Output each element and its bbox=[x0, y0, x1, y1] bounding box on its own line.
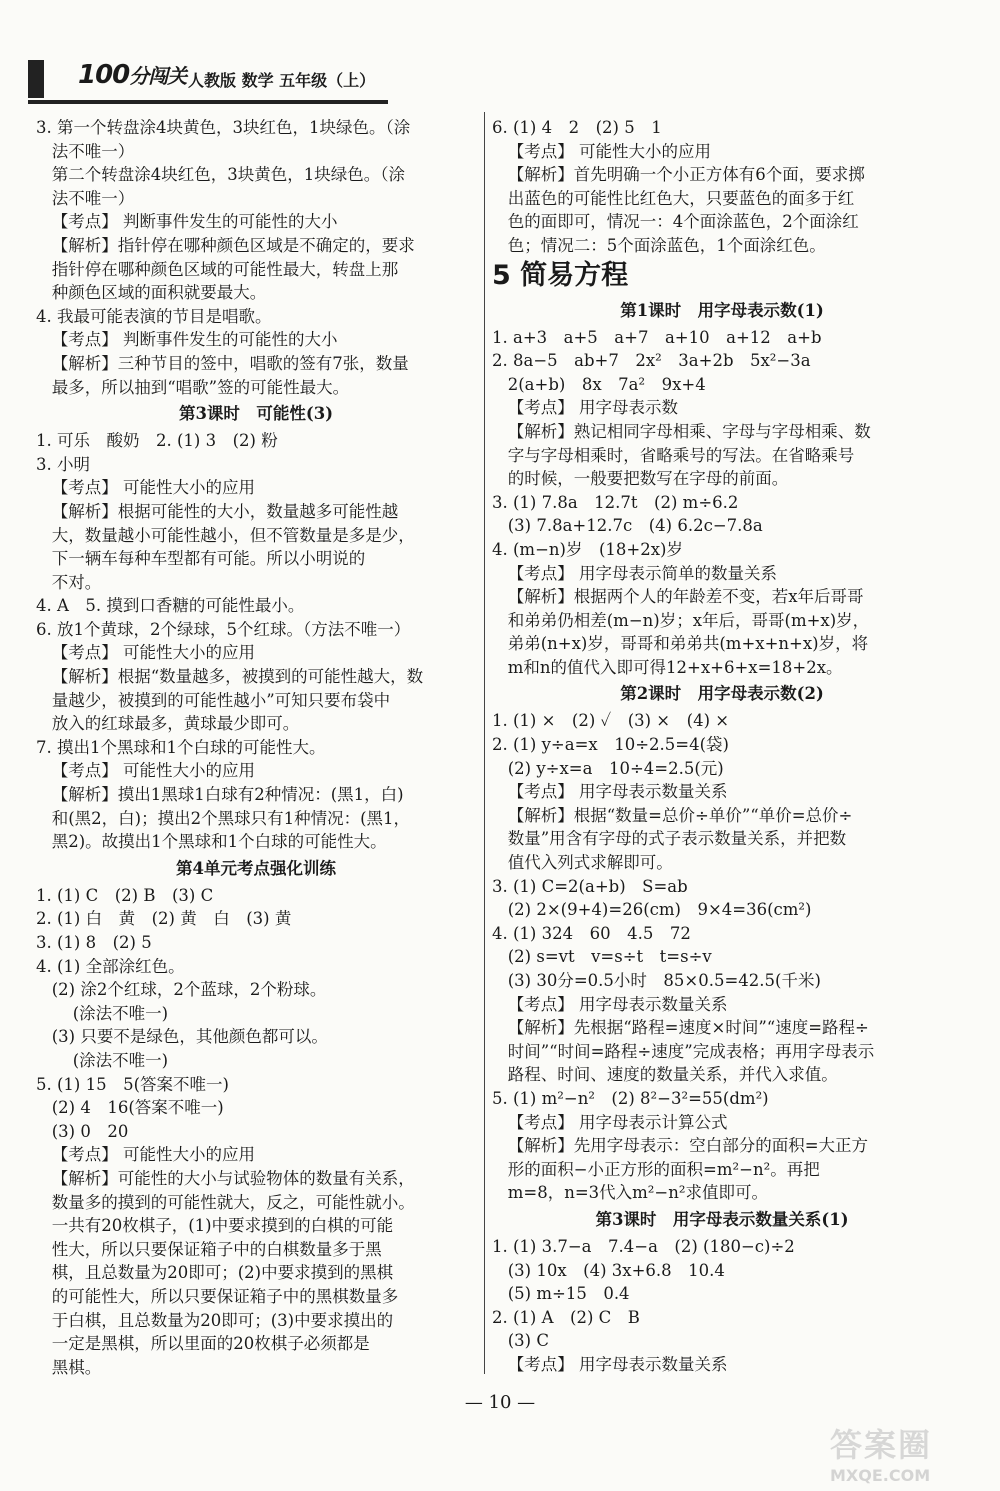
text-line: (涂法不唯一) bbox=[36, 1003, 169, 1023]
text-line: 【考点】 可能性大小的应用 bbox=[36, 478, 255, 498]
chapter-title: 5 简易方程 bbox=[492, 259, 629, 291]
text-line: (5) m÷15 0.4 bbox=[492, 1284, 630, 1304]
text-line: 3. (1) 7.8a 12.7t (2) m÷6.2 bbox=[492, 492, 739, 512]
text-line: 4. 我最可能表演的节目是唱歌。 bbox=[36, 306, 272, 326]
page-header bbox=[28, 58, 388, 100]
text-line: (2) 涂2个红球，2个蓝球，2个粉球。 bbox=[36, 980, 327, 1000]
text-line: 1. (1) 3.7−a 7.4−a (2) (180−c)÷2 bbox=[492, 1236, 795, 1256]
text-line: 2(a+b) 8x 7a² 9x+4 bbox=[492, 374, 706, 394]
text-line: (3) 10x (4) 3x+6.8 10.4 bbox=[492, 1260, 725, 1280]
right-column bbox=[492, 116, 952, 1377]
text-line: 和(黑2，白)；摸出2个黑球只有1种情况：(黑1， bbox=[36, 808, 411, 828]
text-line: 1. (1) C (2) B (3) C bbox=[36, 885, 214, 905]
text-line: 【考点】 用字母表示数量关系 bbox=[492, 994, 728, 1014]
text-line: 值代入列式求解即可。 bbox=[492, 853, 673, 873]
text-line: 色；情况二：5个面涂蓝色，1个面涂红色。 bbox=[492, 235, 826, 255]
series-logo: 100分闯关 bbox=[78, 60, 187, 90]
text-line: 【考点】 判断事件发生的可能性的大小 bbox=[36, 330, 338, 350]
text-line: 3. (1) C=2(a+b) S=ab bbox=[492, 876, 688, 896]
text-line: 【解析】根据两个人的年龄差不变，若x年后哥哥 bbox=[492, 587, 864, 607]
text-line: 7. 摸出1个黑球和1个白球的可能性大。 bbox=[36, 737, 326, 757]
text-line: 一定是黑棋，所以里面的20枚棋子必须都是 bbox=[36, 1334, 370, 1354]
text-line: 【解析】指针停在哪种颜色区域是不确定的，要求 bbox=[36, 235, 415, 255]
text-line: 形的面积−小正方形的面积=m²−n²。再把 bbox=[492, 1159, 820, 1179]
section-heading: 第1课时 用字母表示数(1) bbox=[620, 300, 824, 320]
text-line: 1. (1) × (2) ✓ (3) × (4) × bbox=[492, 711, 730, 731]
text-line: 【解析】先根据“路程=速度×时间”“速度=路程÷ bbox=[492, 1018, 869, 1038]
text-line: (2) y÷x=a 10÷4=2.5(元) bbox=[492, 758, 724, 778]
text-line: 【考点】 可能性大小的应用 bbox=[36, 643, 255, 663]
header-bar-mark bbox=[28, 60, 44, 98]
text-line: 【考点】 用字母表示计算公式 bbox=[492, 1112, 728, 1132]
text-line: 时间”“时间=路程÷速度”完成表格；再用字母表示 bbox=[492, 1041, 875, 1061]
text-line: 最多，所以抽到“唱歌”签的可能性最大。 bbox=[36, 377, 350, 397]
text-line: 【考点】 用字母表示数 bbox=[492, 398, 678, 418]
book-info: 人教版 数学 五年级（上） bbox=[188, 71, 376, 90]
text-line: 弟弟(n+x)岁，哥哥和弟弟共(m+x+n+x)岁，将 bbox=[492, 634, 869, 654]
text-line: 黑棋。 bbox=[36, 1357, 102, 1377]
text-line: 2. (1) 白 黄 (2) 黄 白 (3) 黄 bbox=[36, 909, 292, 929]
text-line: (涂法不唯一) bbox=[36, 1050, 169, 1070]
left-column bbox=[36, 116, 476, 1379]
watermark bbox=[830, 1420, 998, 1490]
header-rule bbox=[28, 100, 388, 104]
column-divider bbox=[484, 112, 485, 1374]
text-line: (2) s=vt v=s÷t t=s÷v bbox=[492, 947, 712, 967]
text-line: 【解析】根据“数量=总价÷单价”“单价=总价÷ bbox=[492, 805, 853, 825]
text-line: 种颜色区域的面积就要最大。 bbox=[36, 283, 267, 303]
text-line: 4. A 5. 摸到口香糖的可能性最小。 bbox=[36, 596, 305, 616]
text-line: 1. a+3 a+5 a+7 a+10 a+12 a+b bbox=[492, 327, 822, 347]
text-line: 【考点】 用字母表示数量关系 bbox=[492, 1354, 728, 1374]
text-line: 【考点】 用字母表示数量关系 bbox=[492, 782, 728, 802]
text-line: m=8，n=3代入m²−n²求值即可。 bbox=[492, 1183, 768, 1203]
text-line: 【解析】三种节目的签中，唱歌的签有7张，数量 bbox=[36, 353, 409, 373]
section-heading: 第2课时 用字母表示数(2) bbox=[620, 684, 824, 704]
text-line: 量越少，被摸到的可能性越小”可知只要布袋中 bbox=[36, 690, 391, 710]
text-line: 和弟弟仍相差(m−n)岁；x年后，哥哥(m+x)岁， bbox=[492, 610, 870, 630]
text-line: 的时候，一般要把数写在字母的前面。 bbox=[492, 469, 789, 489]
text-line: 6. (1) 4 2 (2) 5 1 bbox=[492, 118, 662, 137]
text-line: (3) C bbox=[492, 1331, 549, 1351]
text-line: 【考点】 可能性大小的应用 bbox=[36, 1145, 255, 1165]
text-line: 【解析】根据“数量越多，被摸到的可能性越大，数 bbox=[36, 667, 424, 687]
text-line: 4. (1) 324 60 4.5 72 bbox=[492, 923, 691, 943]
text-line: 数量”用含有字母的式子表示数量关系，并把数 bbox=[492, 829, 847, 849]
text-line: m和n的值代入即可得12+x+6+x=18+2x。 bbox=[492, 657, 843, 677]
text-line: 下一辆车每种车型都有可能。所以小明说的 bbox=[36, 549, 366, 569]
text-line: 棋，且总数量为20即可；(2)中要求摸到的黑棋 bbox=[36, 1263, 394, 1283]
text-line: 指针停在哪种颜色区域的可能性最大，转盘上那 bbox=[36, 259, 399, 279]
text-line: 出蓝色的可能性比红色大，只要蓝色的面多于红 bbox=[492, 188, 855, 208]
text-line: 路程、时间、速度的数量关系，并代入求值。 bbox=[492, 1065, 838, 1085]
text-line: 1. 可乐 酸奶 2. (1) 3 (2) 粉 bbox=[36, 431, 278, 451]
text-line: 【解析】首先明确一个小正方体有6个面，要求掷 bbox=[492, 165, 865, 185]
text-line: 3. (1) 8 (2) 5 bbox=[36, 933, 152, 952]
text-line: 性大，所以只要保证箱子中的白棋数量多于黑 bbox=[36, 1239, 382, 1259]
page-number: — 10 — bbox=[464, 1392, 536, 1413]
text-line: 4. (1) 全部涂红色。 bbox=[36, 956, 185, 976]
text-line: (2) 2×(9+4)=26(cm) 9×4=36(cm²) bbox=[492, 900, 812, 920]
text-line: (3) 0 20 bbox=[36, 1121, 129, 1141]
text-line: 法不唯一） bbox=[36, 141, 135, 161]
text-line: 的可能性大，所以只要保证箱子中的黑棋数量多 bbox=[36, 1286, 399, 1306]
text-line: 2. (1) A (2) C B bbox=[492, 1307, 640, 1327]
section-heading: 第3课时 用字母表示数量关系(1) bbox=[595, 1209, 849, 1229]
text-line: 【解析】先用字母表示：空白部分的面积=大正方 bbox=[492, 1136, 869, 1156]
text-line: 2. (1) y÷a=x 10÷2.5=4(袋) bbox=[492, 735, 729, 755]
text-line: 法不唯一） bbox=[36, 188, 135, 208]
text-line: (3) 只要不是绿色，其他颜色都可以。 bbox=[36, 1027, 328, 1047]
text-line: 大，数量越小可能性越小，但不管数量是多是少， bbox=[36, 525, 415, 545]
text-line: 不对。 bbox=[36, 572, 102, 592]
text-line: 【解析】可能性的大小与试验物体的数量有关系， bbox=[36, 1168, 415, 1188]
watermark-url: MXQE.COM bbox=[830, 1466, 931, 1485]
watermark-logo: 答案圈 bbox=[830, 1426, 933, 1464]
text-line: 4. (m−n)岁 (18+2x)岁 bbox=[492, 539, 683, 559]
text-line: (3) 30分=0.5小时 85×0.5=42.5(千米) bbox=[492, 971, 821, 990]
text-line: (3) 7.8a+12.7c (4) 6.2c−7.8a bbox=[492, 516, 763, 536]
section-heading: 第4单元考点强化训练 bbox=[176, 858, 336, 878]
text-line: 数量多的摸到的可能性就大，反之，可能性就小。 bbox=[36, 1192, 415, 1212]
text-line: 放入的红球最多，黄球最少即可。 bbox=[36, 714, 300, 734]
text-line: 一共有20枚棋子，(1)中要求摸到的白棋的可能 bbox=[36, 1216, 394, 1236]
text-line: 色的面即可，情况一：4个面涂蓝色，2个面涂红 bbox=[492, 212, 859, 232]
text-line: 于白棋，且总数量为20即可；(3)中要求摸出的 bbox=[36, 1310, 394, 1330]
text-line: 字与字母相乘时，省略乘号的写法。在省略乘号 bbox=[492, 445, 855, 465]
text-line: 【解析】熟记相同字母相乘、字母与字母相乘、数 bbox=[492, 421, 871, 441]
text-line: 黑2)。故摸出1个黑球和1个白球的可能性大。 bbox=[36, 832, 387, 852]
text-line: 【考点】 判断事件发生的可能性的大小 bbox=[36, 212, 338, 232]
text-line: 【考点】 用字母表示简单的数量关系 bbox=[492, 563, 777, 583]
text-line: 6. 放1个黄球，2个绿球，5个红球。（方法不唯一） bbox=[36, 619, 411, 639]
text-line: 2. 8a−5 ab+7 2x² 3a+2b 5x²−3a bbox=[492, 351, 811, 371]
text-line: 【考点】 可能性大小的应用 bbox=[492, 141, 711, 161]
text-line: 5. (1) m²−n² (2) 8²−3²=55(dm²) bbox=[492, 1088, 769, 1108]
text-line: 5. (1) 15 5(答案不唯一) bbox=[36, 1074, 229, 1094]
text-line: (2) 4 16(答案不唯一) bbox=[36, 1098, 224, 1118]
text-line: 【考点】 可能性大小的应用 bbox=[36, 761, 255, 781]
text-line: 3. 小明 bbox=[36, 454, 90, 474]
text-line: 【解析】根据可能性的大小，数量越多可能性越 bbox=[36, 501, 399, 521]
text-line: 第二个转盘涂4块红色，3块黄色，1块绿色。（涂 bbox=[36, 165, 405, 185]
text-line: 【解析】摸出1黑球1白球有2种情况：(黑1，白) bbox=[36, 785, 404, 805]
text-line: 3. 第一个转盘涂4块黄色，3块红色，1块绿色。（涂 bbox=[36, 118, 411, 137]
section-heading: 第3课时 可能性(3) bbox=[178, 404, 334, 424]
